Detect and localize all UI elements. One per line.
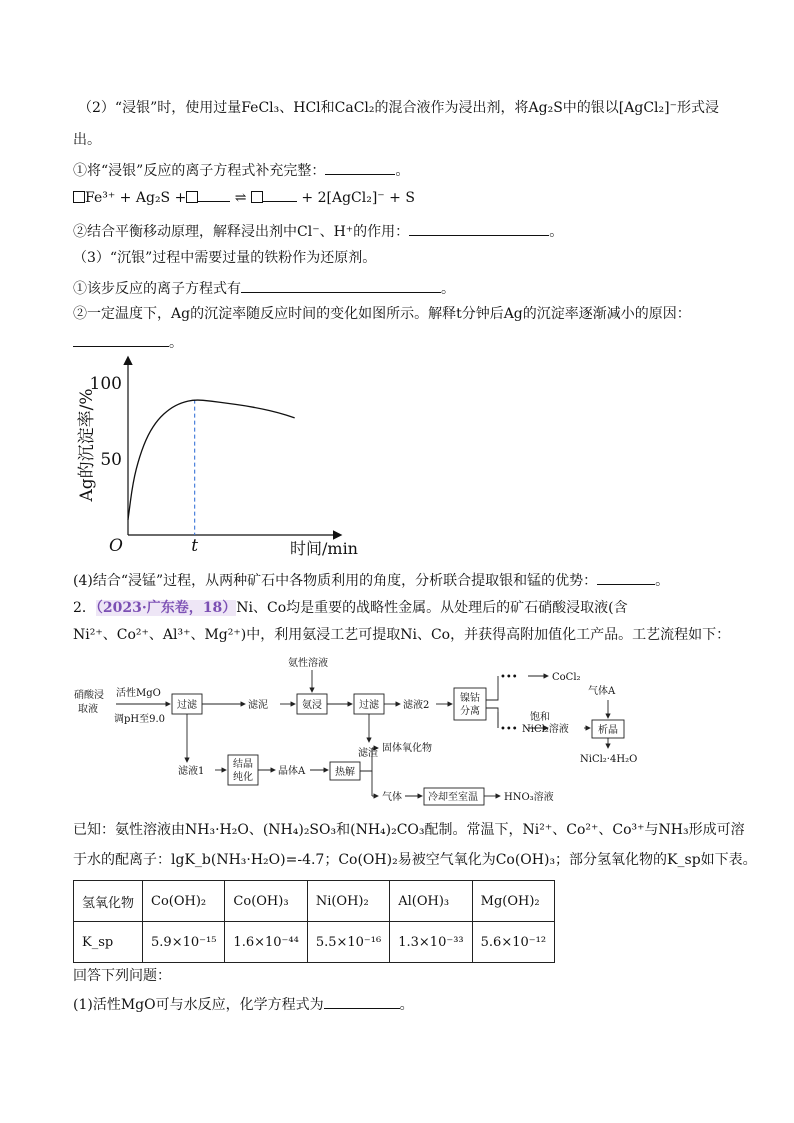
sat-label-2: NiCl₂溶液 [522, 724, 569, 735]
coefficient-box[interactable] [73, 191, 85, 203]
filtrate2-label: 滤液2 [403, 700, 430, 711]
gas-label: 气体 [382, 792, 402, 803]
residue-label: 滤渣 [358, 748, 378, 759]
q3-sub1-text: ①该步反应的离子方程式有 [73, 281, 241, 297]
filter1-label: 过滤 [177, 700, 197, 711]
crystal-a-label: 晶体A [278, 766, 306, 777]
t-label: t [191, 536, 199, 556]
series-line [128, 400, 295, 520]
ksp-table [73, 880, 555, 963]
cooling-label: 冷却至室温 [428, 792, 478, 803]
eq-part-c: + 2[AgCl₂]⁻ + S [301, 190, 415, 206]
y-tick-label: 50 [100, 449, 122, 470]
q2-sub1-end: 。 [395, 163, 410, 179]
filter2-label: 过滤 [359, 700, 379, 711]
q2-line2: 出。 [73, 132, 101, 148]
answer-q1 [73, 994, 414, 1015]
origin-label: O [109, 536, 123, 556]
purify-label-2: 纯化 [233, 772, 253, 783]
table-cell: 5.5×10⁻¹⁶ [307, 922, 389, 963]
eq-arrow: ⇌ [234, 190, 247, 206]
known-line2: 于水的配离子：lgK_b(NH₃·H₂O)=-4.7；Co(OH)₂易被空气氧化为Co(OH)₃；部分氢氧化物的K_sp如下表。 [73, 852, 757, 868]
cocl2-label: CoCl₂ [552, 672, 581, 683]
table-header-cell: Mg(OH)₂ [472, 881, 554, 922]
feed-label-2: 取液 [78, 704, 98, 715]
ammonia-solution-label: 氨性溶液 [288, 658, 328, 669]
answer-q1-text: (1)活性MgO可与水反应，化学方程式为 [73, 997, 324, 1013]
purify-label-1: 结晶 [233, 759, 253, 770]
table-header-cell: Co(OH)₃ [225, 881, 307, 922]
reagent-ph: 调pH至9.0 [114, 714, 166, 725]
answer-blank[interactable] [241, 278, 441, 293]
problem2-line2: Ni²⁺、Co²⁺、Al³⁺、Mg²⁺)中，利用氨浸工艺可提取Ni、Co，并获得高附加值化工产品。工艺流程如下： [73, 627, 731, 643]
q2-equation [73, 187, 415, 208]
q2-line1: （2）“浸银”时，使用过量FeCl₃、HCl和CaCl₂的混合液作为浸出剂，将Ag₂S中的银以[AgCl₂]⁻形式浸 [78, 100, 719, 116]
table-row [74, 922, 555, 963]
q3-sub2-end: 。 [169, 335, 183, 351]
q3-sub1 [73, 278, 455, 299]
ammonia-leach-label: 氨浸 [302, 700, 322, 711]
reagent-mgo: 活性MgO [116, 688, 161, 699]
eq-part-a: Fe³⁺ + Ag₂S + [85, 190, 187, 206]
source-tag: （2023·广东卷，18） [95, 600, 237, 616]
table-header-cell: 氢氧化物 [74, 881, 143, 922]
q2-sub2 [73, 221, 563, 242]
separation-label-2: 分离 [460, 706, 480, 717]
dots-upper: ••• [500, 672, 518, 683]
table-header-cell: Co(OH)₂ [143, 881, 225, 922]
feed-label-1: 硝酸浸 [74, 690, 104, 701]
sat-label-1: 饱和 [530, 712, 550, 723]
q2-sub2-text: ②结合平衡移动原理，解释浸出剂中Cl⁻、H⁺的作用： [73, 224, 410, 240]
table-header-row [74, 881, 555, 922]
problem-number: 2． [73, 600, 96, 616]
table-cell: 1.6×10⁻⁴⁴ [225, 922, 307, 963]
solid-oxide-label: 固体氧化物 [382, 743, 432, 754]
problem2-line1 [73, 598, 628, 618]
nicl2-product-label: NiCl₂·4H₂O [580, 754, 638, 765]
pyrolysis-label: 热解 [335, 767, 355, 778]
separation-label-1: 镍钴 [460, 693, 480, 704]
answer-blank[interactable] [325, 160, 395, 175]
table-row-label: K_sp [74, 922, 143, 963]
q4-line [73, 570, 669, 591]
answer-blank[interactable] [73, 332, 169, 347]
y-tick-label: 100 [89, 373, 122, 394]
answer-blank[interactable] [198, 187, 230, 202]
q2-sub2-end: 。 [549, 224, 564, 240]
x-axis-label: 时间/min [290, 539, 358, 558]
q3-sub1-end: 。 [441, 281, 455, 297]
q3-sub2: ②一定温度下，Ag的沉淀率随反应时间的变化如图所示。解释t分钟后Ag的沉淀率逐渐减小的原因： [73, 306, 691, 322]
slurry-label: 滤泥 [248, 700, 268, 711]
answer-blank[interactable] [409, 221, 549, 236]
answer-q1-end: 。 [399, 997, 414, 1013]
filtrate1-label: 滤液1 [178, 766, 205, 777]
answer-blank[interactable] [324, 994, 400, 1009]
table-header-cell: Ni(OH)₂ [307, 881, 389, 922]
table-header-cell: Al(OH)₃ [390, 881, 472, 922]
table-cell: 1.3×10⁻³³ [390, 922, 472, 963]
known-line1: 已知：氨性溶液由NH₃·H₂O、(NH₄)₂SO₃和(NH₄)₂CO₃配制。常温下，Ni²⁺、Co²⁺、Co³⁺与NH₃形成可溶 [73, 822, 745, 838]
answer-blank[interactable] [597, 570, 655, 585]
answer-blank[interactable] [263, 187, 297, 202]
problem2-text1: Ni、Co均是重要的战略性金属。从处理后的矿石硝酸浸取液(含 [236, 600, 628, 616]
process-flow-diagram [60, 650, 680, 810]
q2-sub1 [73, 160, 409, 181]
table-cell: 5.6×10⁻¹² [472, 922, 554, 963]
q3-line1: （3）“沉银”过程中需要过量的铁粉作为还原剂。 [73, 250, 377, 266]
q2-sub1-text: ①将“浸银”反应的离子方程式补充完整： [73, 163, 326, 179]
q4-text: (4)结合“浸锰”过程，从两种矿石中各物质利用的角度，分析联合提取银和锰的优势： [73, 573, 598, 589]
table-cell: 5.9×10⁻¹⁵ [143, 922, 225, 963]
coefficient-box[interactable] [186, 191, 198, 203]
q4-end: 。 [655, 573, 670, 589]
coefficient-box[interactable] [251, 191, 263, 203]
gas-a-label: 气体A [588, 686, 616, 697]
hno3-label: HNO₃溶液 [504, 792, 554, 803]
answer-intro: 回答下列问题： [73, 968, 171, 984]
y-axis-label: Ag的沉淀率/% [77, 388, 97, 502]
precipitation-rate-chart [70, 350, 358, 565]
dots-lower: ••• [500, 724, 518, 735]
crystallize-label: 析晶 [598, 725, 618, 736]
